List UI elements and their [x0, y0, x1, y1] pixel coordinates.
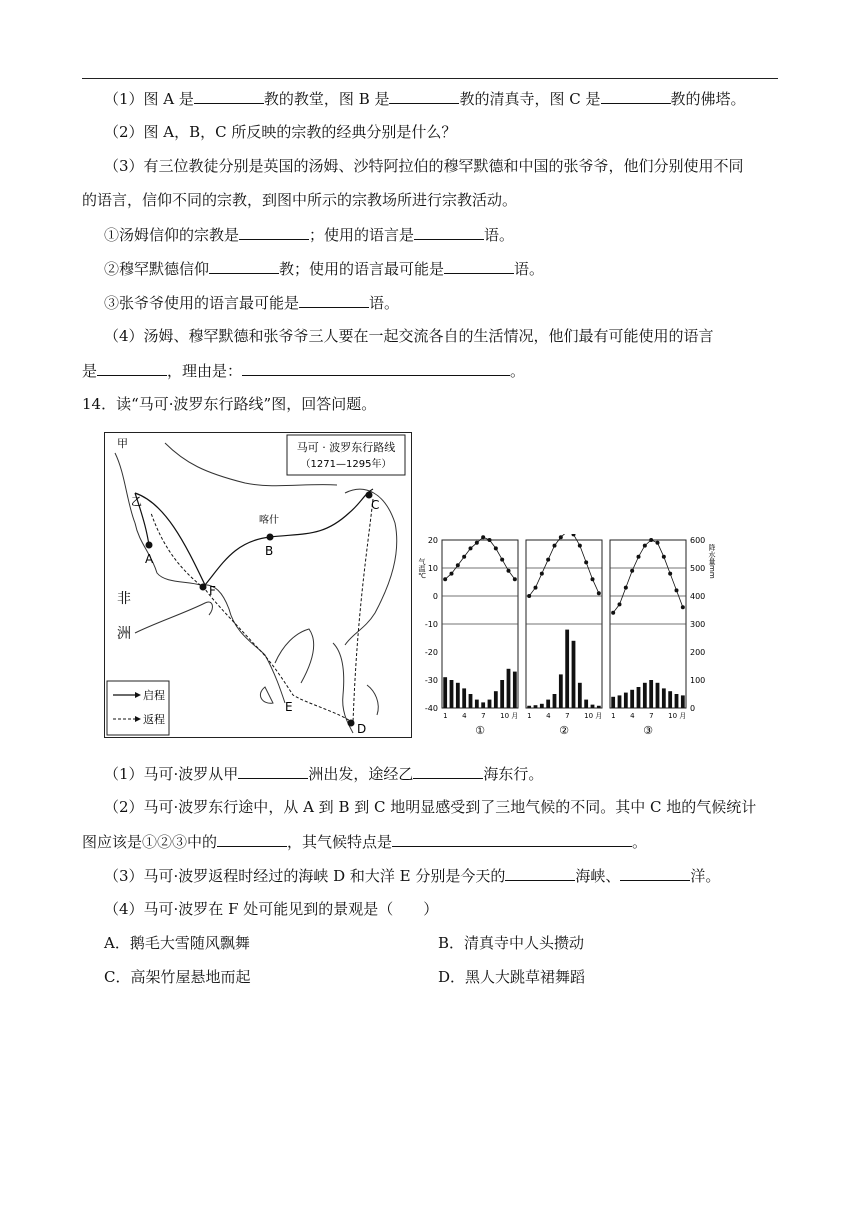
- precip-bar: [630, 690, 634, 708]
- outbound-route: [135, 489, 373, 585]
- label-africa-2: 洲: [117, 626, 131, 642]
- panel-label: ②: [559, 724, 569, 737]
- precip-bar: [597, 706, 601, 708]
- answer-blank[interactable]: [97, 359, 167, 376]
- answer-blank[interactable]: [413, 762, 483, 779]
- precip-bar: [456, 683, 460, 708]
- panel-label: ③: [643, 724, 653, 737]
- q14-part4: （4）马可·波罗在 F 处可能见到的景观是（ ）: [104, 900, 439, 918]
- temperature-point: [481, 535, 485, 539]
- temperature-point: [534, 586, 538, 590]
- temperature-point: [540, 572, 544, 576]
- temperature-point: [488, 538, 492, 542]
- temperature-point: [475, 541, 479, 545]
- temperature-point: [546, 558, 550, 562]
- map-svg: [105, 433, 411, 737]
- answer-blank[interactable]: [620, 864, 690, 881]
- temperature-point: [630, 569, 634, 573]
- precip-bar: [643, 683, 647, 708]
- temperature-point: [668, 572, 672, 576]
- q13-part4-line2: 是 ，理由是： 。: [82, 359, 525, 382]
- label-jia: 甲: [117, 437, 128, 450]
- precip-bar: [488, 700, 492, 708]
- precip-bar: [507, 669, 511, 708]
- precip-bar: [681, 695, 685, 708]
- month-tick: 10 月: [584, 712, 603, 720]
- answer-blank[interactable]: [217, 830, 287, 847]
- label-A: A: [145, 552, 154, 566]
- precip-bar: [450, 680, 454, 708]
- answer-blank[interactable]: [194, 87, 264, 104]
- precip-bar: [656, 683, 660, 708]
- answer-blank[interactable]: [209, 257, 279, 274]
- map-title: 马可 · 波罗东行路线: [296, 441, 396, 454]
- q13-sub1: ①汤姆信仰的宗教是 ；使用的语言是 语。: [104, 223, 514, 246]
- month-tick: 7: [649, 712, 654, 720]
- right-axis-tick: 100: [690, 676, 706, 685]
- precip-bar: [584, 700, 588, 708]
- temperature-point: [553, 544, 557, 548]
- precip-bar: [591, 705, 595, 708]
- coastline-west: [115, 453, 285, 703]
- precip-bar: [572, 641, 576, 708]
- answer-blank[interactable]: [239, 223, 309, 240]
- month-tick: 1: [443, 712, 448, 720]
- precip-bar: [481, 702, 485, 708]
- coastline-arabia: [135, 602, 212, 633]
- temperature-point: [591, 577, 595, 581]
- coastline-india: [275, 629, 314, 683]
- climate-charts: [416, 534, 716, 744]
- temperature-point: [500, 558, 504, 562]
- temperature-point: [649, 538, 653, 542]
- right-axis-tick: 400: [690, 592, 706, 601]
- q13-part3-line1: （3）有三位教徒分别是英国的汤姆、沙特阿拉伯的穆罕默德和中国的张爷爷，他们分别使用不同: [104, 157, 744, 175]
- temperature-point: [624, 586, 628, 590]
- label-yi: 乙: [131, 495, 142, 508]
- label-C: C: [371, 498, 380, 512]
- q14-part1: （1）马可·波罗从甲 洲出发，途经乙 海东行。: [104, 762, 543, 785]
- temperature-point: [578, 544, 582, 548]
- temperature-point: [572, 534, 576, 536]
- precip-bar: [443, 677, 447, 708]
- temperature-point: [450, 572, 454, 576]
- temperature-point: [656, 541, 660, 545]
- month-tick: 10 月: [500, 712, 519, 720]
- temperature-line: [529, 534, 599, 596]
- precip-bar: [624, 693, 628, 708]
- panel-label: ①: [475, 724, 485, 737]
- precip-bar: [675, 694, 679, 708]
- temperature-point: [559, 535, 563, 539]
- temperature-point: [675, 588, 679, 592]
- coastline-seasia: [333, 643, 353, 733]
- answer-blank[interactable]: [389, 87, 459, 104]
- right-axis-tick: 300: [690, 620, 706, 629]
- q13-part3-line2: 的语言，信仰不同的宗教，到图中所示的宗教场所进行宗教活动。: [82, 191, 518, 209]
- precip-bar: [662, 688, 666, 708]
- answer-blank[interactable]: [414, 223, 484, 240]
- month-tick: 1: [527, 712, 532, 720]
- island-srilanka: [260, 687, 273, 703]
- month-tick: 1: [611, 712, 616, 720]
- temperature-line: [445, 537, 515, 579]
- marco-polo-route-map: [104, 432, 412, 738]
- right-axis-tick: 600: [690, 536, 706, 545]
- precip-bar: [475, 700, 479, 708]
- right-axis-tick: 0: [690, 704, 696, 713]
- point-F: [200, 584, 207, 591]
- month-tick: 4: [462, 712, 467, 720]
- island-borneo: [367, 685, 378, 715]
- precip-bar: [618, 695, 622, 708]
- month-tick: 10 月: [668, 712, 687, 720]
- left-axis-label: 气温℃: [418, 558, 426, 580]
- precip-bar: [513, 672, 517, 708]
- point-B: [267, 534, 274, 541]
- legend-return-label: 返程: [143, 713, 165, 726]
- q13-part2: （2）图 A，B，C 所反映的宗教的经典分别是什么？: [104, 123, 457, 141]
- q13-sub2: ②穆罕默德信仰 教；使用的语言最可能是 语。: [104, 257, 544, 280]
- precip-bar: [668, 691, 672, 708]
- q13-part1: （1）图 A 是 教的教堂，图 B 是 教的清真寺，图 C 是 教的佛塔。: [104, 87, 746, 110]
- map-subtitle: （1271—1295年）: [300, 459, 392, 470]
- left-axis-tick: 0: [432, 592, 438, 601]
- left-axis-tick: -40: [424, 704, 438, 713]
- month-tick: 7: [565, 712, 570, 720]
- legend-outbound-label: 启程: [143, 689, 165, 702]
- temperature-point: [469, 546, 473, 550]
- precip-bar: [469, 694, 473, 708]
- precip-bar: [611, 697, 615, 708]
- right-axis-tick: 500: [690, 564, 706, 573]
- label-E: E: [285, 700, 293, 714]
- q14-part2-line2: 图应该是①②③中的 ，其气候特点是 。: [82, 830, 647, 853]
- precip-bar: [494, 691, 498, 708]
- temperature-point: [507, 569, 511, 573]
- precip-bar: [540, 704, 544, 708]
- temperature-point: [681, 605, 685, 609]
- answer-blank[interactable]: [242, 359, 510, 376]
- left-axis-tick: 10: [427, 564, 438, 573]
- precip-bar: [534, 705, 538, 708]
- q13-part4-line1: （4）汤姆、穆罕默德和张爷爷三人要在一起交流各自的生活情况，他们最有可能使用的语言: [104, 327, 714, 345]
- precip-bar: [500, 680, 504, 708]
- label-D: D: [357, 722, 367, 736]
- label-kashgar: 喀什: [259, 515, 279, 526]
- precip-bar: [578, 683, 582, 708]
- point-D: [348, 720, 355, 727]
- left-axis-tick: -30: [424, 676, 438, 685]
- temperature-point: [527, 594, 531, 598]
- coastline-east: [345, 489, 397, 645]
- right-axis-label: 降水量mm: [708, 544, 716, 579]
- temperature-line: [613, 540, 683, 613]
- answer-blank[interactable]: [505, 864, 575, 881]
- month-tick: 7: [481, 712, 486, 720]
- option-B[interactable]: B．清真寺中人头攒动: [438, 934, 585, 952]
- label-B: B: [265, 544, 274, 558]
- answer-blank[interactable]: [444, 257, 514, 274]
- answer-blank[interactable]: [299, 291, 369, 308]
- answer-blank[interactable]: [238, 762, 308, 779]
- option-C[interactable]: C．高架竹屋悬地而起: [104, 968, 251, 986]
- precip-bar: [553, 694, 557, 708]
- precip-bar: [559, 674, 563, 708]
- temperature-point: [637, 555, 641, 559]
- temperature-point: [662, 555, 666, 559]
- left-axis-tick: -20: [424, 648, 438, 657]
- climate-svg: [416, 534, 716, 744]
- temperature-point: [584, 560, 588, 564]
- left-axis-tick: 20: [427, 536, 438, 545]
- precip-bar: [565, 630, 569, 708]
- temperature-point: [462, 555, 466, 559]
- precip-bar: [546, 700, 550, 708]
- q14-part2-line1: （2）马可·波罗东行途中，从 A 到 B 到 C 地明显感受到了三地气候的不同。其中 C 地的气候统计: [104, 798, 757, 816]
- temperature-point: [618, 602, 622, 606]
- option-D[interactable]: D．黑人大跳草裙舞蹈: [438, 968, 586, 986]
- option-A[interactable]: A．鹅毛大雪随风飘舞: [104, 934, 250, 952]
- temperature-point: [494, 546, 498, 550]
- label-F: F: [209, 584, 216, 598]
- temperature-point: [443, 577, 447, 581]
- temperature-point: [597, 591, 601, 595]
- temperature-point: [456, 563, 460, 567]
- answer-blank[interactable]: [601, 87, 671, 104]
- point-A: [146, 542, 153, 549]
- top-rule: [82, 78, 778, 79]
- temperature-point: [513, 577, 517, 581]
- temperature-point: [611, 611, 615, 615]
- q14-part3: （3）马可·波罗返程时经过的海峡 D 和大洋 E 分别是今天的 海峡、 洋。: [104, 864, 720, 887]
- precip-bar: [649, 680, 653, 708]
- month-tick: 4: [546, 712, 551, 720]
- temperature-point: [643, 544, 647, 548]
- precip-bar: [637, 687, 641, 708]
- left-axis-tick: -10: [424, 620, 438, 629]
- precip-bar: [462, 688, 466, 708]
- q14-title: 14．读“马可·波罗东行路线”图，回答问题。: [82, 395, 377, 413]
- label-africa-1: 非: [117, 591, 131, 607]
- precip-bar: [527, 706, 531, 708]
- q13-sub3: ③张爷爷使用的语言最可能是 语。: [104, 291, 399, 314]
- right-axis-tick: 200: [690, 648, 706, 657]
- month-tick: 4: [630, 712, 635, 720]
- answer-blank[interactable]: [392, 830, 632, 847]
